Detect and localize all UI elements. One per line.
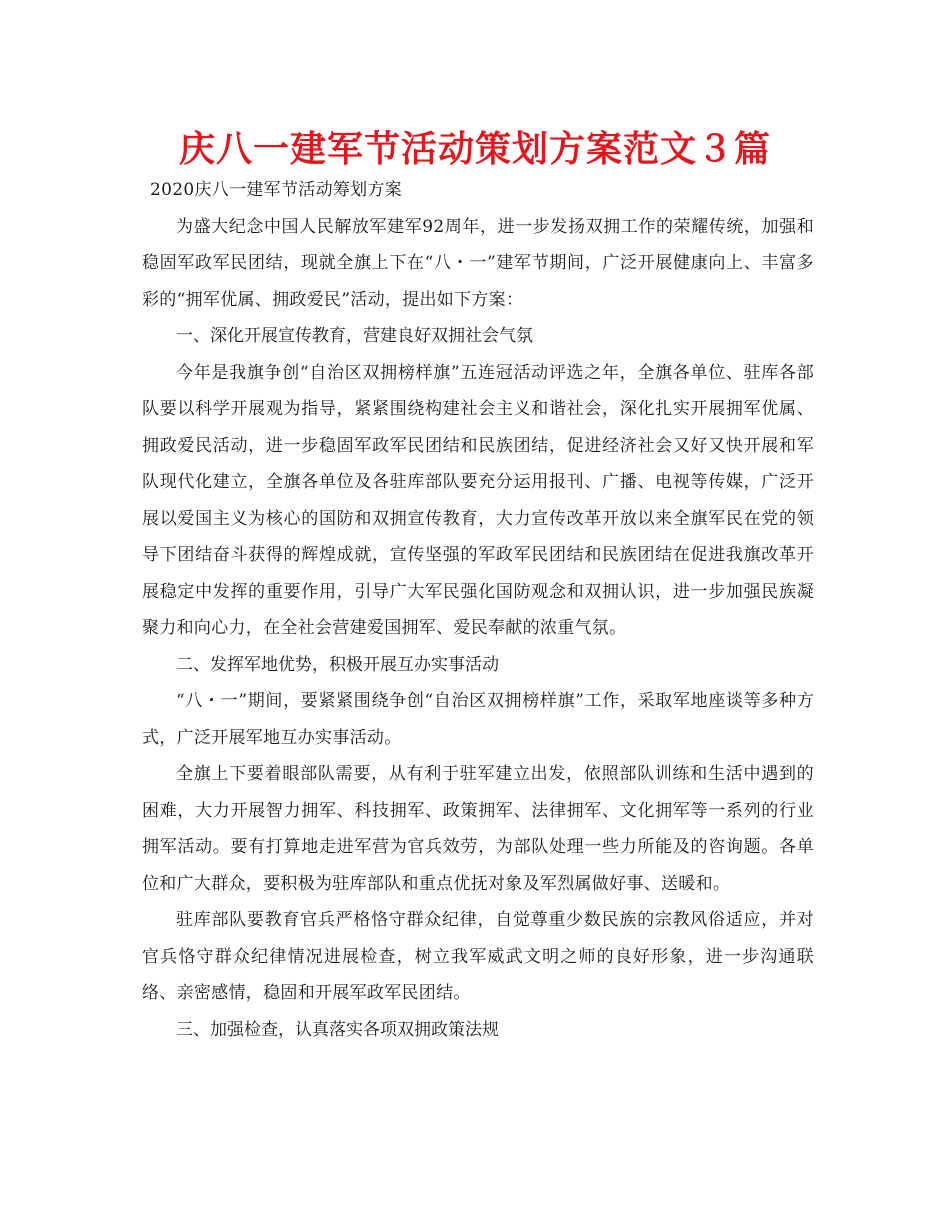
paragraph-section-1: 今年是我旗争创“自治区双拥榜样旗”五连冠活动评选之年，全旗各单位、驻库各部队要以科学开展观为指导，紧紧围绕构建社会主义和谐社会，深化扎实开展拥军优属、拥政爱民活动，进一步稳固军政军民团结和民族团结，促进经济社会又好又快开展和军队现代化建立，全旗各单位及各驻库部队要充分运用报刊、广播、电视等传媒，广泛开展以爱国主义为核心的国防和双拥宣传教育，大力宣传改革开放以来全旗军民在党的领导下团结奋斗获得的辉煌成就，宣传坚强的军政军民团结和民族团结在促进我旗改革开展稳定中发挥的重要作用，引导广大军民强化国防观念和双拥认识，进一步加强民族凝聚力和向心力，在全社会营建爱国拥军、爱民奉献的浓重气氛。 xyxy=(142,362,814,638)
section-heading-1: 一、深化开展宣传教育，营建良好双拥社会气氛 xyxy=(176,326,533,346)
paragraph-intro: 为盛大纪念中国人民解放军建军92周年，进一步发扬双拥工作的荣耀传统，加强和稳固军政军民团结，现就全旗上下在“八・一”建军节期间，广泛开展健康向上、丰富多彩的“拥军优属、拥政爱民”活动，提出如下方案： xyxy=(142,216,814,310)
document-title: 庆八一建军节活动策划方案范文３篇 xyxy=(178,129,771,170)
document-subtitle: 2020庆八一建军节活动筹划方案 xyxy=(150,180,403,200)
section-heading-2: 二、发挥军地优势，积极开展互办实事活动 xyxy=(176,654,499,675)
section-heading-3: 三、加强检查，认真落实各项双拥政策法规 xyxy=(176,1019,499,1040)
paragraph-section-2a: “八・一”期间，要紧紧围绕争创“自治区双拥榜样旗”工作，采取军地座谈等多种方式，广泛开展军地互办实事活动。 xyxy=(142,691,814,748)
paragraph-section-2b: 全旗上下要着眼部队需要，从有利于驻军建立出发，依照部队训练和生活中遇到的困难，大力开展智力拥军、科技拥军、政策拥军、法律拥军、文化拥军等一系列的行业拥军活动。要有打算地走进军营为官兵效劳，为部队处理一些力所能及的咨询题。各单位和广大群众，要积极为驻库部队和重点优抚对象及军烈属做好事、送暖和。 xyxy=(142,764,814,894)
document-body xyxy=(142,172,814,1048)
paragraph-section-2c: 驻库部队要教育官兵严格恪守群众纪律，自觉尊重少数民族的宗教风俗适应，并对官兵恪守群众纪律情况进展检查，树立我军威武文明之师的良好形象，进一步沟通联络、亲密感情，稳固和开展军政军民团结。 xyxy=(142,910,814,1003)
